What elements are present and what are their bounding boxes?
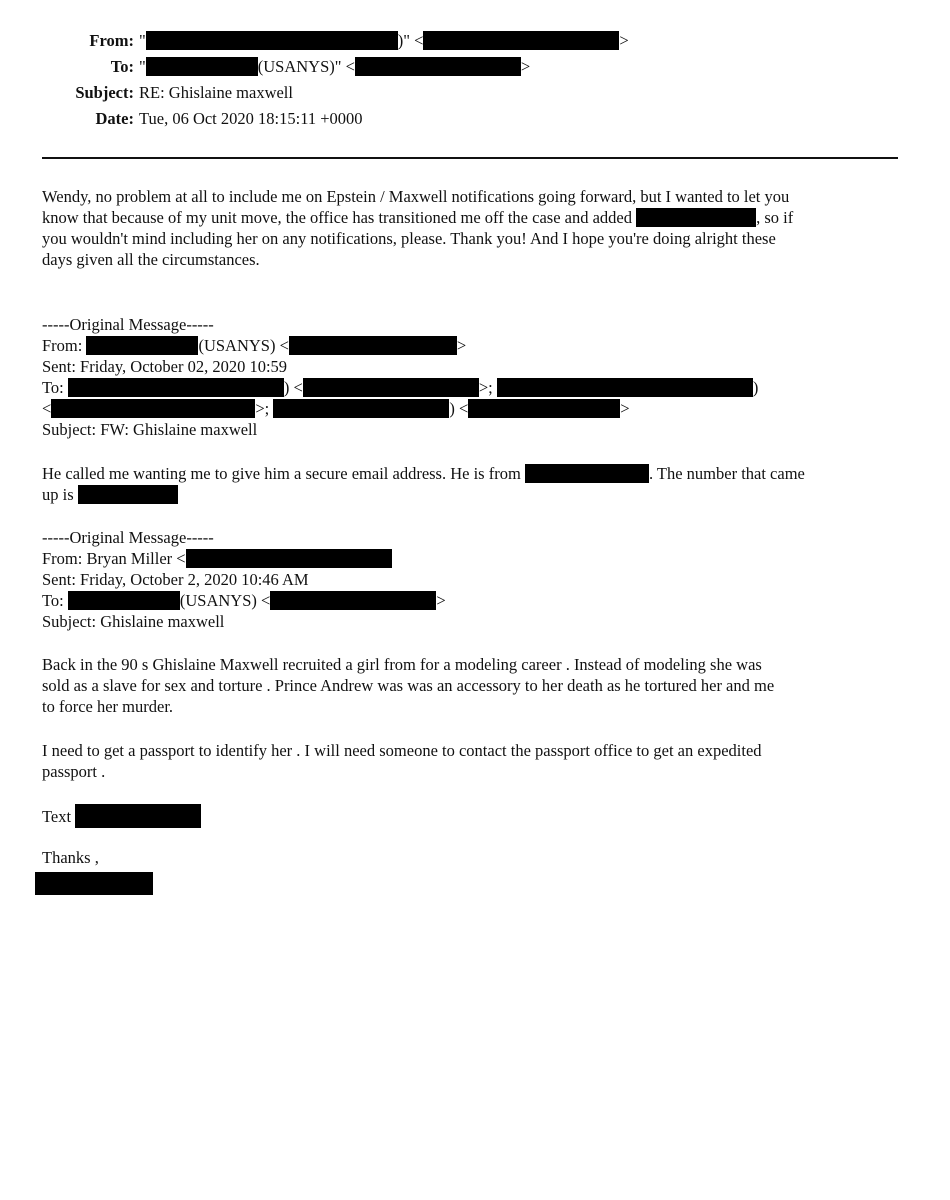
redaction [355, 57, 521, 76]
redaction [86, 336, 198, 355]
original-message-1: -----Original Message----- From: (USANYS) < > Sent: Friday, October 02, 2020 10:59 To: ) < >; ) < >; ) < > Subject: FW: Ghislaine maxwell [42, 314, 904, 440]
original-1-body: He called me wanting me to give him a secure email address. He is from . The number that came up is [42, 464, 805, 504]
redaction [497, 378, 753, 397]
redaction [303, 378, 479, 397]
header-divider [42, 157, 898, 159]
redaction [146, 31, 398, 50]
date-value: Tue, 06 Oct 2020 18:15:11 +0000 [139, 109, 363, 128]
redaction [468, 399, 620, 418]
header-date-row [42, 108, 902, 134]
redaction [525, 464, 649, 483]
from-label: From: [89, 31, 134, 50]
redaction [423, 31, 619, 50]
original-divider: -----Original Message----- [42, 528, 214, 547]
redaction [68, 378, 284, 397]
header-subject-row [42, 82, 902, 108]
email-header [42, 30, 902, 134]
redaction [146, 57, 258, 76]
text-line: Text [42, 804, 904, 828]
header-to-row: To: " (USANYS)" < > [110, 57, 531, 76]
signature-redaction [35, 872, 153, 895]
subject-label: Subject: [75, 83, 134, 102]
redaction [289, 336, 457, 355]
redaction [273, 399, 449, 418]
subject-value: RE: Ghislaine maxwell [139, 83, 293, 102]
redaction [51, 399, 255, 418]
original-2-paragraph-1: Back in the 90 s Ghislaine Maxwell recruited a girl from for a modeling career . Instead of modeling she was sold as a slave for sex and torture . Prince Andrew was was an accessory to her death as he tortured her and me to force her murder. [42, 655, 775, 716]
original-message-2: -----Original Message----- From: Bryan Miller < Sent: Friday, October 2, 2020 10:46 AM To: (USANYS) < > Subject: Ghislaine maxwell [42, 527, 904, 632]
header-from-row: From: " )" < > [89, 31, 629, 50]
thanks-line: Thanks , [42, 848, 99, 867]
original-divider: -----Original Message----- [42, 315, 214, 334]
redaction [636, 208, 756, 227]
redaction [78, 485, 178, 504]
date-label: Date: [95, 109, 134, 128]
reply-body: Wendy, no problem at all to include me on Epstein / Maxwell notifications going forward, but I wanted to let you know that because of my unit move, the office has transitioned me off the case and added , so if you wouldn't mind including her on any notifications, please. Thank you! And I hope you're doing alright these days given all the circumstances. [42, 187, 794, 269]
redaction [186, 549, 392, 568]
to-label: To: [110, 57, 134, 76]
redaction [270, 591, 436, 610]
redaction [75, 804, 201, 828]
redaction [68, 591, 180, 610]
original-2-paragraph-2: I need to get a passport to identify her . I will need someone to contact the passport office to get an expedited passport . [42, 741, 762, 781]
